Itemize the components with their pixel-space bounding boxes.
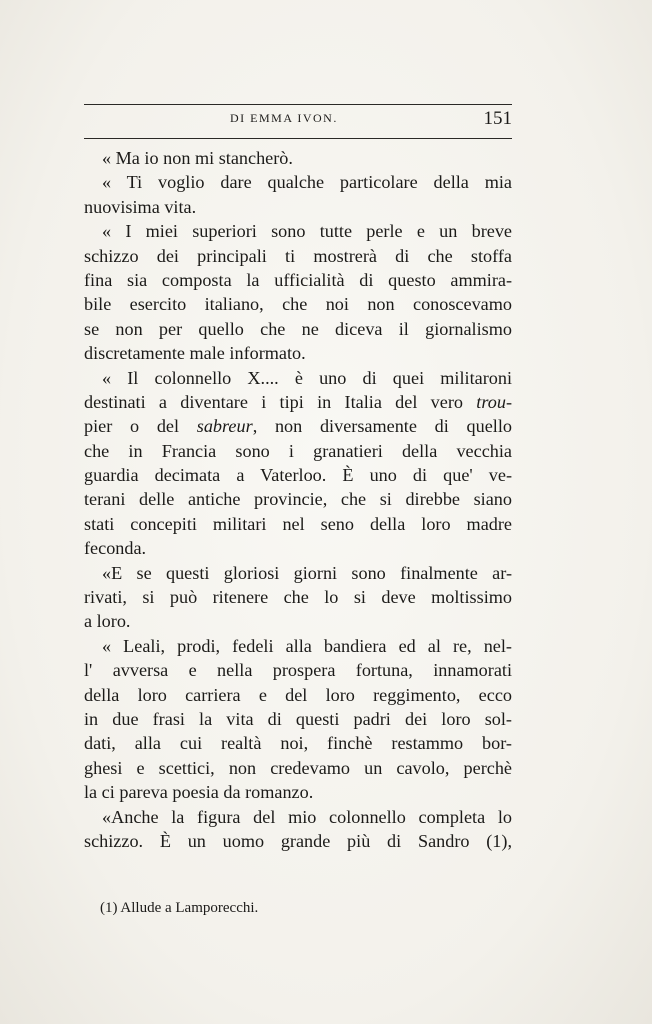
text-line: della loro carriera e del loro reggimento, ecco xyxy=(84,684,512,705)
text-line: « Ma io non mi stancherò. xyxy=(102,148,293,168)
text-line: l' avversa e nella prospera fortuna, innamorati xyxy=(84,660,512,681)
text-line: schizzo dei principali ti mostrerà di che stoffa xyxy=(84,245,512,266)
text-line: «Anche la figura del mio colonnello completa lo xyxy=(102,806,512,827)
text-line: se non per quello che ne diceva il giornalismo xyxy=(84,318,512,339)
page-number: 151 xyxy=(483,108,512,129)
text-line: dati, alla cui realtà noi, finchè restammo bor- xyxy=(84,733,512,754)
text-line: destinati a diventare i tipi in Italia del vero trou- xyxy=(84,391,512,412)
text-line: che in Francia sono i granatieri della vecchia xyxy=(84,440,512,461)
header-rule-top xyxy=(84,104,512,105)
text-line: pier o del sabreur, non diversamente di quello xyxy=(84,416,512,437)
text-line: la ci pareva poesia da romanzo. xyxy=(84,782,314,803)
text-line: terani delle antiche provincie, che si direbbe siano xyxy=(84,489,512,510)
italic-term: trou- xyxy=(476,391,512,412)
text-line: « Ti voglio dare qualche particolare della mia xyxy=(102,172,512,193)
text-line: «E se questi gloriosi giorni sono finalmente ar- xyxy=(102,562,512,583)
body-text xyxy=(84,146,512,853)
text-line: stati concepiti militari nel seno della loro madre xyxy=(84,513,512,534)
text-line: discretamente male informato. xyxy=(84,343,306,364)
text-line: « Leali, prodi, fedeli alla bandiera ed al re, nel- xyxy=(102,635,512,656)
footnote: (1) Allude a Lamporecchi. xyxy=(100,900,259,916)
text-line: fina sia composta la ufficialità di questo ammira- xyxy=(84,269,512,290)
text-line: guardia decimata a Vaterloo. È uno di que' ve- xyxy=(84,465,512,486)
text-line: « Il colonnello X.... è uno di quei militaroni xyxy=(102,367,512,388)
italic-term: sabreur xyxy=(196,416,253,437)
running-head: DI EMMA IVON. xyxy=(230,111,338,125)
text-line: schizzo. È un uomo grande più di Sandro (1), xyxy=(84,830,512,851)
text-line: a loro. xyxy=(84,611,131,632)
header-rule-bottom xyxy=(84,138,512,139)
text-line: ghesi e scettici, non credevamo un cavolo, perchè xyxy=(84,757,512,778)
text-line: feconda. xyxy=(84,538,147,559)
text-line: « I miei superiori sono tutte perle e un breve xyxy=(102,221,512,242)
page-header xyxy=(84,108,512,134)
text-line: bile esercito italiano, che noi non conoscevamo xyxy=(84,294,512,315)
text-line: rivati, si può ritenere che lo si deve moltissimo xyxy=(84,587,512,608)
text-line: nuovisima vita. xyxy=(84,196,197,217)
text-line: in due frasi la vita di questi padri dei loro sol- xyxy=(84,708,512,729)
